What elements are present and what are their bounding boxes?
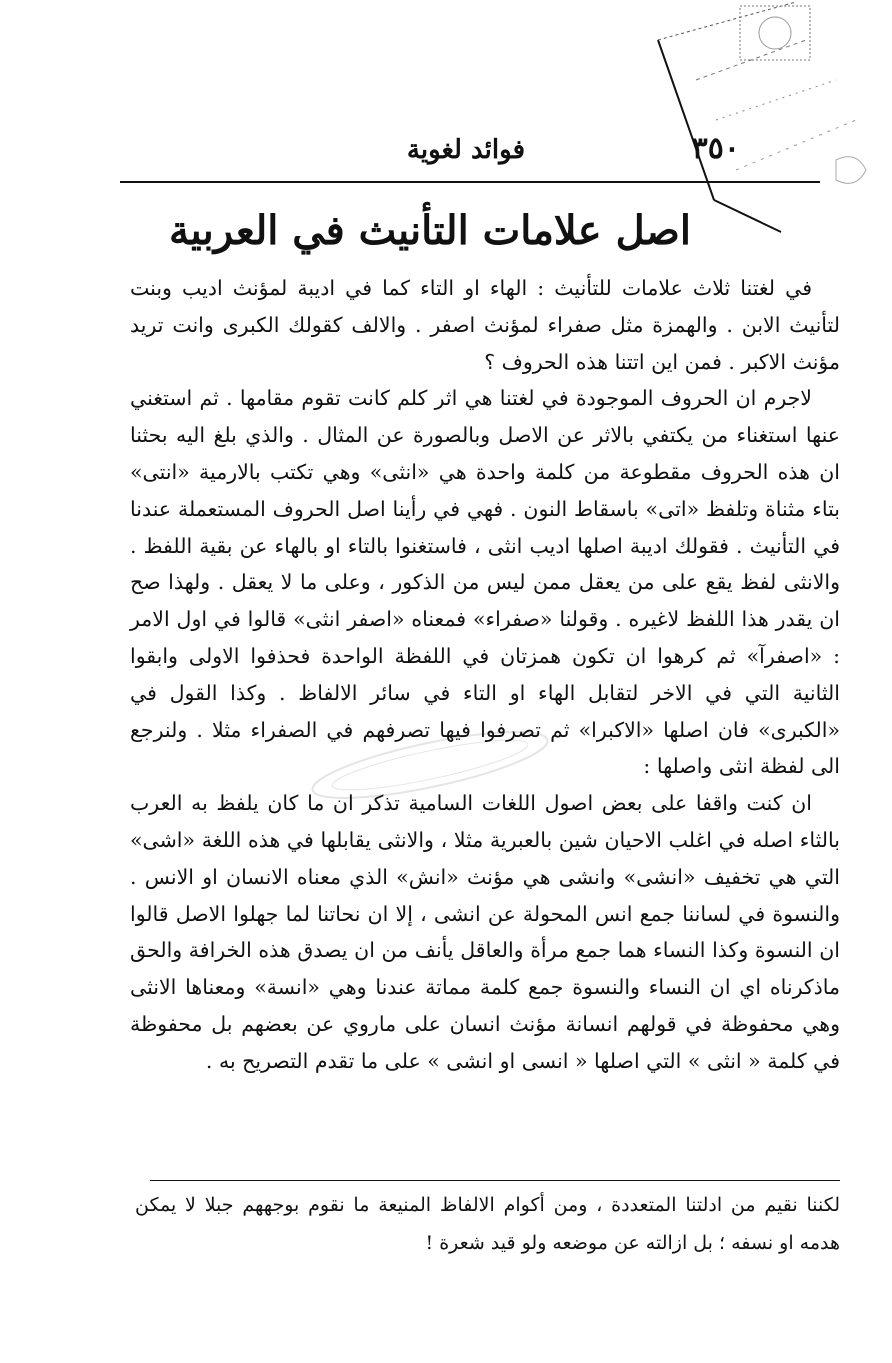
article-title: اصل علامات التأنيث في العربية [169,207,691,254]
footnote: لكننا نقيم من ادلتنا المتعددة ، ومن أكوام الالفاظ المنيعة ما نقوم بوجههم جبلا لا يمكن هدمه او نسفه ؛ بل ازالته عن موضعه ولو قيد شعرة ! [135,1194,840,1254]
paragraph: لاجرم ان الحروف الموجودة في لغتنا هي اثر كلم كانت تقوم مقامها . ثم استغني عنها استغناء من يكتفي بالاثر عن الاصل وبالصورة عن المثال . والذي بلغ اليه بحثنا ان هذه الحروف مقطوعة من كلمة واحدة هي «انثى» وهي تكتب بالارمية «انتى» بتاء مثناة وتلفظ «اتى» باسقاط النون . فهي في رأينا اصل الحروف المستعملة عندنا في التأنيث . فقولك اديبة اصلها اديب انثى ، فاستغنوا بالتاء او بالهاء عن بقية اللفظ . والانثى لفظ يقع على من يعقل ممن ليس من الذكور ، وعلى ما لا يعقل . ولهذا صح ان يقدر هذا اللفظ لاغيره . وقولنا «صفراء» فمعناه «اصفر انثى» قالوا في اول الامر : «اصفرآ» ثم كرهوا ان تكون همزتان في اللفظة الواحدة فحذفوا الاولى وابقوا الثانية التي في الاخر لتقابل الهاء او التاء في سائر الالفاظ . وكذا القول في «الكبرى» فان اصلها «الاكبرا» ثم تصرفوا فيها تصرفهم في الصفراء مثلا . ولنرجع الى لفظة انثى واصلها : [130,386,840,779]
footnote-rule [150,1180,840,1181]
paragraph: ان كنت واقفا على بعض اصول اللغات السامية تذكر ان ما كان يلفظ به العرب بالثاء اصله في اغلب الاحيان شين بالعبرية مثلا ، والانثى يقابلها في هذه اللغة «اشى» التي هي تخفيف «انشى» وانشى هي مؤنث «انش» الذي معناه الانسان او الانس . والنسوة في لساننا جمع انس المحولة عن انشى ، إلا ان نحاتنا لما جهلوا الاصل قالوا ان النسوة وكذا النساء هما جمع مرأة والعاقل يأنف من ان يصدق هذه الخرافة والحق ماذكرناه اي ان النساء والنسوة جمع كلمة مماتة عندنا وهي «انسة» ومعناها الانثى وهي محفوظة في قولهم انسانة مؤنث انسان على ماروي عن بعضهم بل محفوظة في كلمة « انثى » التي اصلها « انسى او انشى » على ما تقدم التصريح به . [130,791,840,1073]
article-body [130,270,840,1080]
paragraph: في لغتنا ثلاث علامات للتأنيث : الهاء او التاء كما في اديبة لمؤنث اديب وبنت لتأنيث الابن . والهمزة مثل صفراء لمؤنث اصفر . والالف كقولك الكبرى وانت تريد مؤنث الاكبر . فمن اين اتتنا هذه الحروف ؟ [130,276,840,374]
page-number: ٣٥٠ [691,131,740,166]
page-header [120,125,740,175]
header-rule [120,181,820,183]
running-head: فوائد لغوية [406,135,525,165]
